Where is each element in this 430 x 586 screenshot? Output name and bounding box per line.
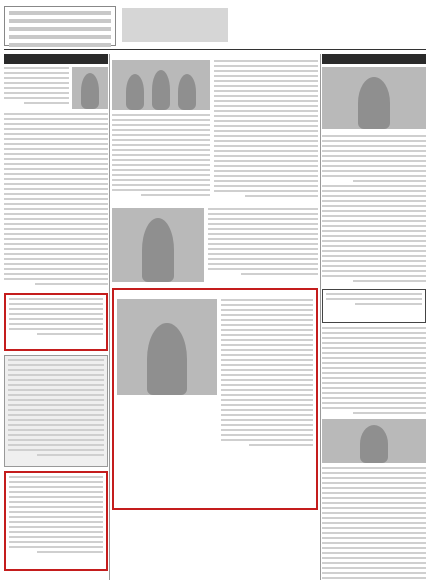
section-label [322,54,426,64]
article-body [322,327,426,415]
classified-ads [4,355,108,467]
lead-photo [322,67,426,129]
feature-photo [117,299,217,395]
article-body [4,113,108,289]
article-body [214,60,318,200]
article-photo [112,208,204,282]
newspaper-logo [122,8,228,42]
lead-photo [112,60,210,110]
middle-column [112,54,318,580]
news-brief [322,289,426,323]
column-divider [320,54,321,580]
second-story [112,208,318,282]
classified-ad [4,471,108,571]
masthead-info-box [4,6,116,46]
section-label [4,54,108,64]
article-body [322,467,426,580]
article-photo [322,419,426,463]
article-body [112,114,210,198]
article-photo [72,67,108,109]
left-column [4,54,108,580]
lead-story [112,60,318,200]
masthead [4,4,426,50]
classified-ad [4,293,108,351]
feature-story [112,288,318,510]
article-body [4,67,69,109]
article-body [208,208,318,282]
lead-story-side [112,60,210,200]
column-divider [109,54,110,580]
right-column [322,54,426,580]
article-body [322,135,426,285]
news-brief [4,67,108,109]
article-body [221,299,313,459]
feature-body-row [117,299,313,459]
